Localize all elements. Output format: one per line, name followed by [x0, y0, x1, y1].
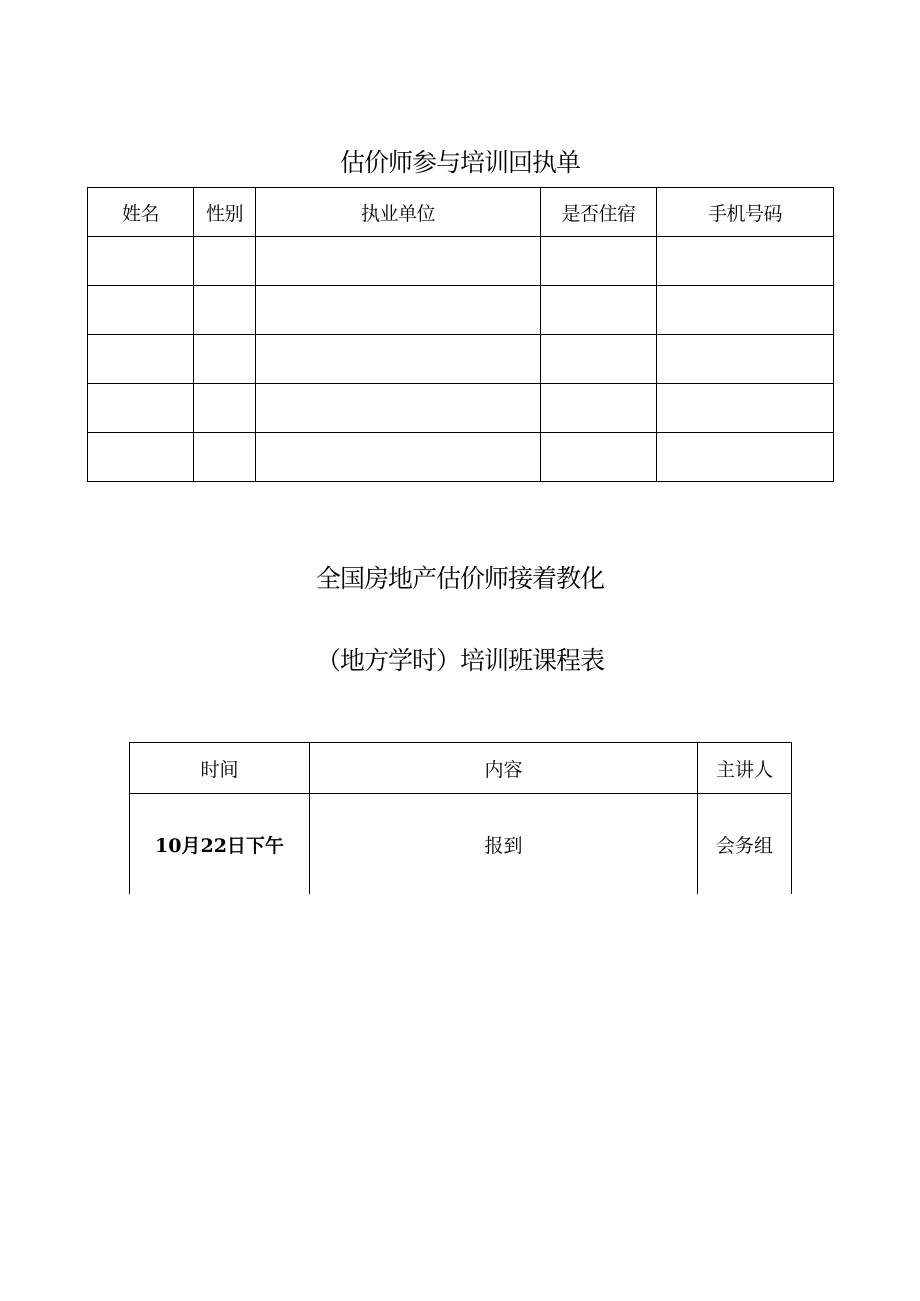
cell-name: [88, 335, 194, 384]
cell-employer: [256, 335, 541, 384]
cell-lodging: [541, 335, 657, 384]
cell-gender: [194, 237, 256, 286]
cell-time: 10月22日下午: [130, 794, 310, 895]
header-name: 姓名: [88, 188, 194, 237]
cell-name: [88, 237, 194, 286]
schedule-header-row: [130, 743, 792, 794]
header-lodging: 是否住宿: [541, 188, 657, 237]
receipt-table: [87, 187, 834, 482]
cell-gender: [194, 286, 256, 335]
cell-name: [88, 384, 194, 433]
header-content: 内容: [310, 743, 698, 794]
cell-gender: [194, 384, 256, 433]
header-time: 时间: [130, 743, 310, 794]
cell-gender: [194, 335, 256, 384]
schedule-title-line1: 全国房地产估价师接着教化: [315, 564, 604, 593]
cell-employer: [256, 286, 541, 335]
table-row: [88, 335, 834, 384]
cell-phone: [657, 433, 834, 482]
cell-employer: [256, 237, 541, 286]
cell-speaker: 会务组: [698, 794, 792, 895]
header-employer: 执业单位: [256, 188, 541, 237]
header-gender: 性别: [194, 188, 256, 237]
table-row: [88, 384, 834, 433]
cell-gender: [194, 433, 256, 482]
cell-lodging: [541, 237, 657, 286]
table-row: [88, 237, 834, 286]
schedule-title-line2: （地方学时）培训班课程表: [315, 646, 604, 675]
header-phone: 手机号码: [657, 188, 834, 237]
cell-lodging: [541, 433, 657, 482]
cell-lodging: [541, 286, 657, 335]
cell-content: 报到: [310, 794, 698, 895]
table-row: [88, 433, 834, 482]
cell-employer: [256, 384, 541, 433]
cell-phone: [657, 335, 834, 384]
table-row: [130, 794, 792, 895]
header-speaker: 主讲人: [698, 743, 792, 794]
cell-phone: [657, 237, 834, 286]
cell-name: [88, 433, 194, 482]
table-row: [88, 286, 834, 335]
schedule-table: [129, 742, 792, 894]
cell-lodging: [541, 384, 657, 433]
cell-employer: [256, 433, 541, 482]
receipt-header-row: [88, 188, 834, 237]
cell-name: [88, 286, 194, 335]
cell-phone: [657, 286, 834, 335]
cell-phone: [657, 384, 834, 433]
receipt-title: 估价师参与培训回执单: [339, 148, 580, 177]
